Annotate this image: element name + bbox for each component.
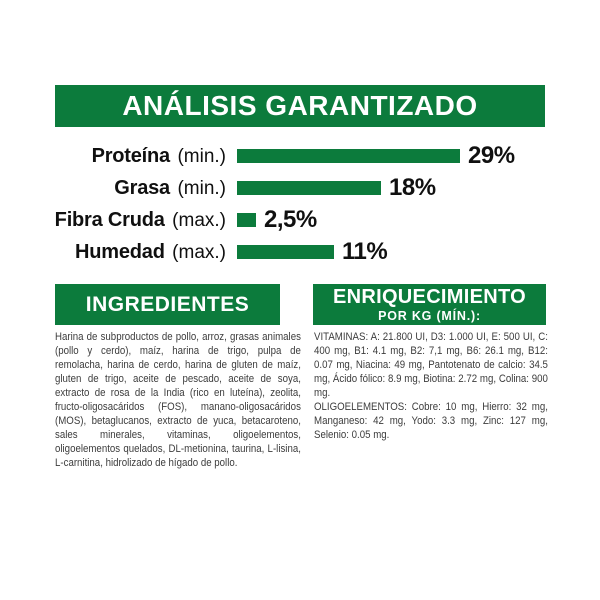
fat-bar xyxy=(237,181,381,195)
nutrient-qualifier: (min.) xyxy=(177,145,226,167)
analysis-row-moisture xyxy=(0,236,600,268)
moisture-bar xyxy=(237,245,334,259)
nutrient-qualifier: (max.) xyxy=(172,209,226,231)
fat-value: 18% xyxy=(389,174,436,201)
vitamins-text: VITAMINAS: A: 21.800 UI, D3: 1.000 UI, E: 500 UI, C: 400 mg, B1: 4.1 mg, B2: 7,1 mg, B6: 26.1 mg, B12: 0.07 mg, Niacina: 49 mg, Pantotenato de calcio: 34.5 mg, Ácido fólico: 8.9 mg, Biotina: 2.72 mg, Colina: 900 mg. xyxy=(314,331,548,399)
nutrient-name: Grasa xyxy=(114,176,170,199)
nutrient-label xyxy=(0,209,226,232)
analysis-row-fiber xyxy=(0,204,600,236)
protein-value: 29% xyxy=(468,142,515,169)
ingredients-title: INGREDIENTES xyxy=(85,292,250,316)
guaranteed-analysis-title: ANÁLISIS GARANTIZADO xyxy=(122,90,478,121)
guaranteed-analysis-chart xyxy=(0,140,600,268)
guaranteed-analysis-banner xyxy=(55,85,545,127)
enrichment-banner xyxy=(313,284,546,325)
oligoelements-text: OLIGOELEMENTOS: Cobre: 10 mg, Hierro: 32 mg, Manganeso: 42 mg, Yodo: 3.3 mg, Zinc: 127 mg, Selenio: 0.05 mg. xyxy=(314,401,548,441)
enrichment-text xyxy=(314,330,548,442)
enrichment-subtitle: POR KG (MÍN.): xyxy=(378,308,481,323)
nutrient-label xyxy=(0,145,226,168)
nutrient-qualifier: (min.) xyxy=(177,177,226,199)
ingredients-section xyxy=(55,330,301,470)
nutrient-qualifier: (max.) xyxy=(172,241,226,263)
protein-bar xyxy=(237,149,460,163)
nutrient-label xyxy=(0,241,226,264)
nutrient-name: Proteína xyxy=(91,144,170,167)
ingredients-text: Harina de subproductos de pollo, arroz, grasas animales (pollo y cerdo), maíz, harina de trigo, pulpa de remolacha, harina de cerdo, harina de gluten de maíz, gluten de trigo, aceite de pescado, aceite de soya, extracto de rosa de la India (rico en luteína), zeolita, fructo-oligosacáridos (FOS), manano-oligosacáridos (MOS), betaglucanos, extracto de yuca, betacaroteno, sales minerales, vitaminas, oligoelementos, oligoelementos quelados, DL-metionina, taurina, L-lisina, L-carnitina, hidrolizado de hígado de pollo. xyxy=(55,331,301,469)
analysis-row-protein xyxy=(0,140,600,172)
nutrient-name: Humedad xyxy=(74,240,165,263)
nutrient-name: Fibra Cruda xyxy=(54,208,165,231)
fiber-value: 2,5% xyxy=(264,206,317,233)
fiber-bar xyxy=(237,213,256,227)
enrichment-section xyxy=(314,330,548,442)
analysis-row-fat xyxy=(0,172,600,204)
nutrient-label xyxy=(0,177,226,200)
ingredients-banner xyxy=(55,284,280,325)
moisture-value: 11% xyxy=(342,238,388,265)
enrichment-title: ENRIQUECIMIENTO xyxy=(332,285,527,308)
